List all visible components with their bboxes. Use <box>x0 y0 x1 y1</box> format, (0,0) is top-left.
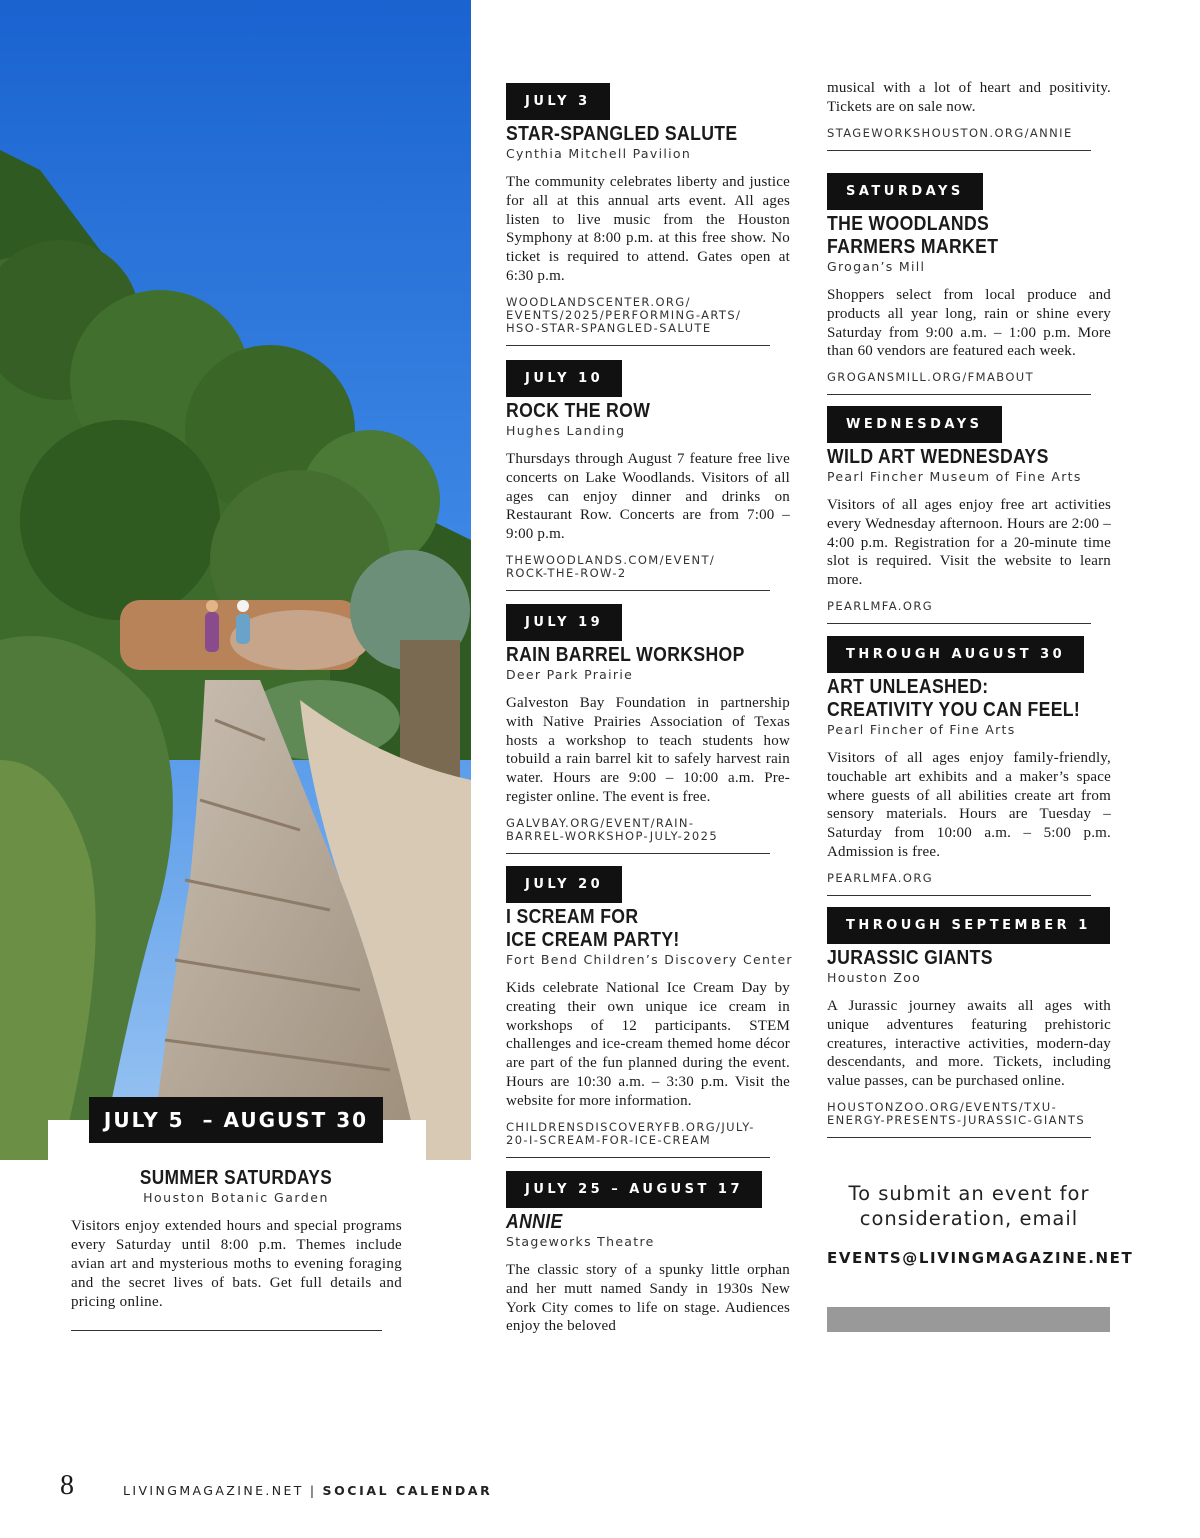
event-venue: Stageworks Theatre <box>506 1234 655 1249</box>
event-date-tag: THROUGH SEPTEMBER 1 <box>827 907 1110 944</box>
event-description: Kids celebrate National Ice Cream Day by creating their own unique ice cream in workshops of 12 participants. STEM challenges and ice-cream themed home décor are part of the fun planned during the event. Hours are 10:30 a.m. – 3:30 p.m. Visit the website for more information. <box>506 980 790 1109</box>
divider <box>506 345 770 346</box>
event-title: ART UNLEASHED: CREATIVITY YOU CAN FEEL! <box>827 675 1081 721</box>
event-description: The community celebrates liberty and justice for all at this annual arts event. All ages listen to live music from the Houston Symphony at 8:00 p.m. at this free show. No ticket is required to attend. Gates open at 6:30 p.m. <box>506 174 790 284</box>
event-description: The classic story of a spunky little orphan and her mutt named Sandy in 1930s New York City comes to life on stage. Audiences enjoy the beloved <box>506 1262 790 1335</box>
event-wild-art-wednesdays <box>827 406 1111 624</box>
event-description: Thursdays through August 7 feature free live concerts on Lake Woodlands. Visitors of all ages can enjoy dinner and drinks on Restaurant Row. Concerts are from 7:00 – 9:00 p.m. <box>506 451 790 543</box>
event-star-spangled-salute <box>506 83 790 346</box>
event-venue: Pearl Fincher Museum of Fine Arts <box>827 469 1082 484</box>
event-description: A Jurassic journey awaits all ages with unique adventures featuring prehistoric creatures, interactive activities, modern-day descendants, and more. Tickets, including value passes, can be purchased online. <box>827 998 1111 1090</box>
event-description: Visitors of all ages enjoy free art activities every Wednesday afternoon. Hours are 2:00 – 4:00 p.m. Registration for a 20-minute time slot is required. Visit the website to learn more. <box>827 497 1111 589</box>
submit-event-text: To submit an event for consideration, email <box>848 1182 1090 1230</box>
footer-section: SOCIAL CALENDAR <box>322 1483 493 1498</box>
footer-separator: | <box>309 1483 317 1498</box>
event-art-unleashed <box>827 636 1111 896</box>
feature-title: SUMMER SATURDAYS <box>139 1167 333 1189</box>
event-url[interactable]: WOODLANDSCENTER.ORG/ EVENTS/2025/PERFORMING-ARTS/ HSO-STAR-SPANGLED-SALUTE <box>506 294 742 335</box>
event-url[interactable]: GROGANSMILL.ORG/FMABOUT <box>827 370 1035 385</box>
event-date-tag: WEDNESDAYS <box>827 406 1002 443</box>
event-title: STAR-SPANGLED SALUTE <box>506 122 738 145</box>
event-venue: Grogan’s Mill <box>827 259 926 274</box>
event-description: Visitors of all ages enjoy family-friendly, touchable art exhibits and a maker’s space where guests of all abilities create art from sensory materials. Hours are Tuesday – Saturday from 10:00 a.m. – 5:00 p.m. Admission is free. <box>827 750 1111 860</box>
garden-path-photo <box>0 0 471 1160</box>
divider <box>71 1330 382 1331</box>
event-url[interactable]: PEARLMFA.ORG <box>827 870 934 885</box>
event-url[interactable]: THEWOODLANDS.COM/EVENT/ ROCK-THE-ROW-2 <box>506 552 716 580</box>
event-venue: Pearl Fincher of Fine Arts <box>827 722 1016 737</box>
divider <box>827 895 1091 896</box>
event-title: RAIN BARREL WORKSHOP <box>506 643 745 666</box>
event-ice-cream-party <box>506 866 793 1158</box>
divider <box>827 394 1091 395</box>
event-date-tag: JULY 20 <box>506 866 622 903</box>
event-date-tag: JULY 25 – AUGUST 17 <box>506 1171 762 1208</box>
event-date-tag: JULY 19 <box>506 604 622 641</box>
feature-description: Visitors enjoy extended hours and special programs every Saturday until 8:00 p.m. Themes include avian art and mysterious moths to evening foraging and the secret lives of bats. Get full details and pricing online. <box>71 1218 402 1310</box>
footer <box>123 1483 492 1498</box>
divider <box>506 1157 770 1158</box>
event-rain-barrel-workshop <box>506 604 790 854</box>
page-number: 8 <box>60 1470 74 1501</box>
event-annie-continued <box>827 79 1111 151</box>
event-date-tag: JULY 3 <box>506 83 610 120</box>
divider <box>506 590 770 591</box>
event-description-continued: musical with a lot of heart and positivity. Tickets are on sale now. <box>827 80 1111 115</box>
event-title: WILD ART WEDNESDAYS <box>827 445 1049 468</box>
divider <box>827 623 1091 624</box>
event-url[interactable]: GALVBAY.ORG/EVENT/RAIN- BARREL-WORKSHOP-JULY-2025 <box>506 815 719 843</box>
event-date-tag: JULY 10 <box>506 360 622 397</box>
event-rock-the-row <box>506 360 790 591</box>
event-url[interactable]: STAGEWORKSHOUSTON.ORG/ANNIE <box>827 125 1073 140</box>
event-title: ROCK THE ROW <box>506 399 651 422</box>
event-url[interactable]: PEARLMFA.ORG <box>827 598 934 613</box>
event-url[interactable]: HOUSTONZOO.ORG/EVENTS/TXU- ENERGY-PRESENTS-JURASSIC-GIANTS <box>827 1099 1086 1127</box>
event-venue: Houston Zoo <box>827 970 922 985</box>
event-jurassic-giants <box>827 907 1111 1138</box>
footer-site[interactable]: LIVINGMAGAZINE.NET <box>123 1483 304 1498</box>
event-farmers-market <box>827 173 1111 395</box>
event-description: Shoppers select from local produce and products all year long, rain or shine every Saturday from 9:00 a.m. – 1:00 p.m. More than 60 vendors are featured each week. <box>827 287 1111 360</box>
event-date-tag: SATURDAYS <box>827 173 983 210</box>
event-venue: Fort Bend Children’s Discovery Center <box>506 952 793 967</box>
event-url[interactable]: CHILDRENSDISCOVERYFB.ORG/JULY- 20-I-SCREAM-FOR-ICE-CREAM <box>506 1119 755 1147</box>
event-annie <box>506 1171 790 1336</box>
feature-date-tag: JULY 5 – AUGUST 30 <box>89 1097 383 1143</box>
divider <box>827 150 1091 151</box>
event-venue: Deer Park Prairie <box>506 667 634 682</box>
event-venue: Hughes Landing <box>506 423 626 438</box>
event-venue: Cynthia Mitchell Pavilion <box>506 146 692 161</box>
event-title: THE WOODLANDS FARMERS MARKET <box>827 212 999 258</box>
event-description: Galveston Bay Foundation in partnership with Native Prairies Association of Texas hosts a workshop to teach students how tobuild a rain barrel kit to safely harvest rain water. Hours are 9:00 – 10:00 a.m. Pre-register online. The event is free. <box>506 695 790 805</box>
event-title: ANNIE <box>506 1210 563 1233</box>
feature-venue: Houston Botanic Garden <box>143 1190 329 1205</box>
divider <box>506 853 770 854</box>
event-date-tag: THROUGH AUGUST 30 <box>827 636 1084 673</box>
submit-email-link[interactable]: EVENTS@LIVINGMAGAZINE.NET <box>827 1249 1134 1267</box>
grey-bar <box>827 1307 1110 1332</box>
divider <box>827 1137 1091 1138</box>
event-title: JURASSIC GIANTS <box>827 946 993 969</box>
event-title: I SCREAM FOR ICE CREAM PARTY! <box>506 905 680 951</box>
